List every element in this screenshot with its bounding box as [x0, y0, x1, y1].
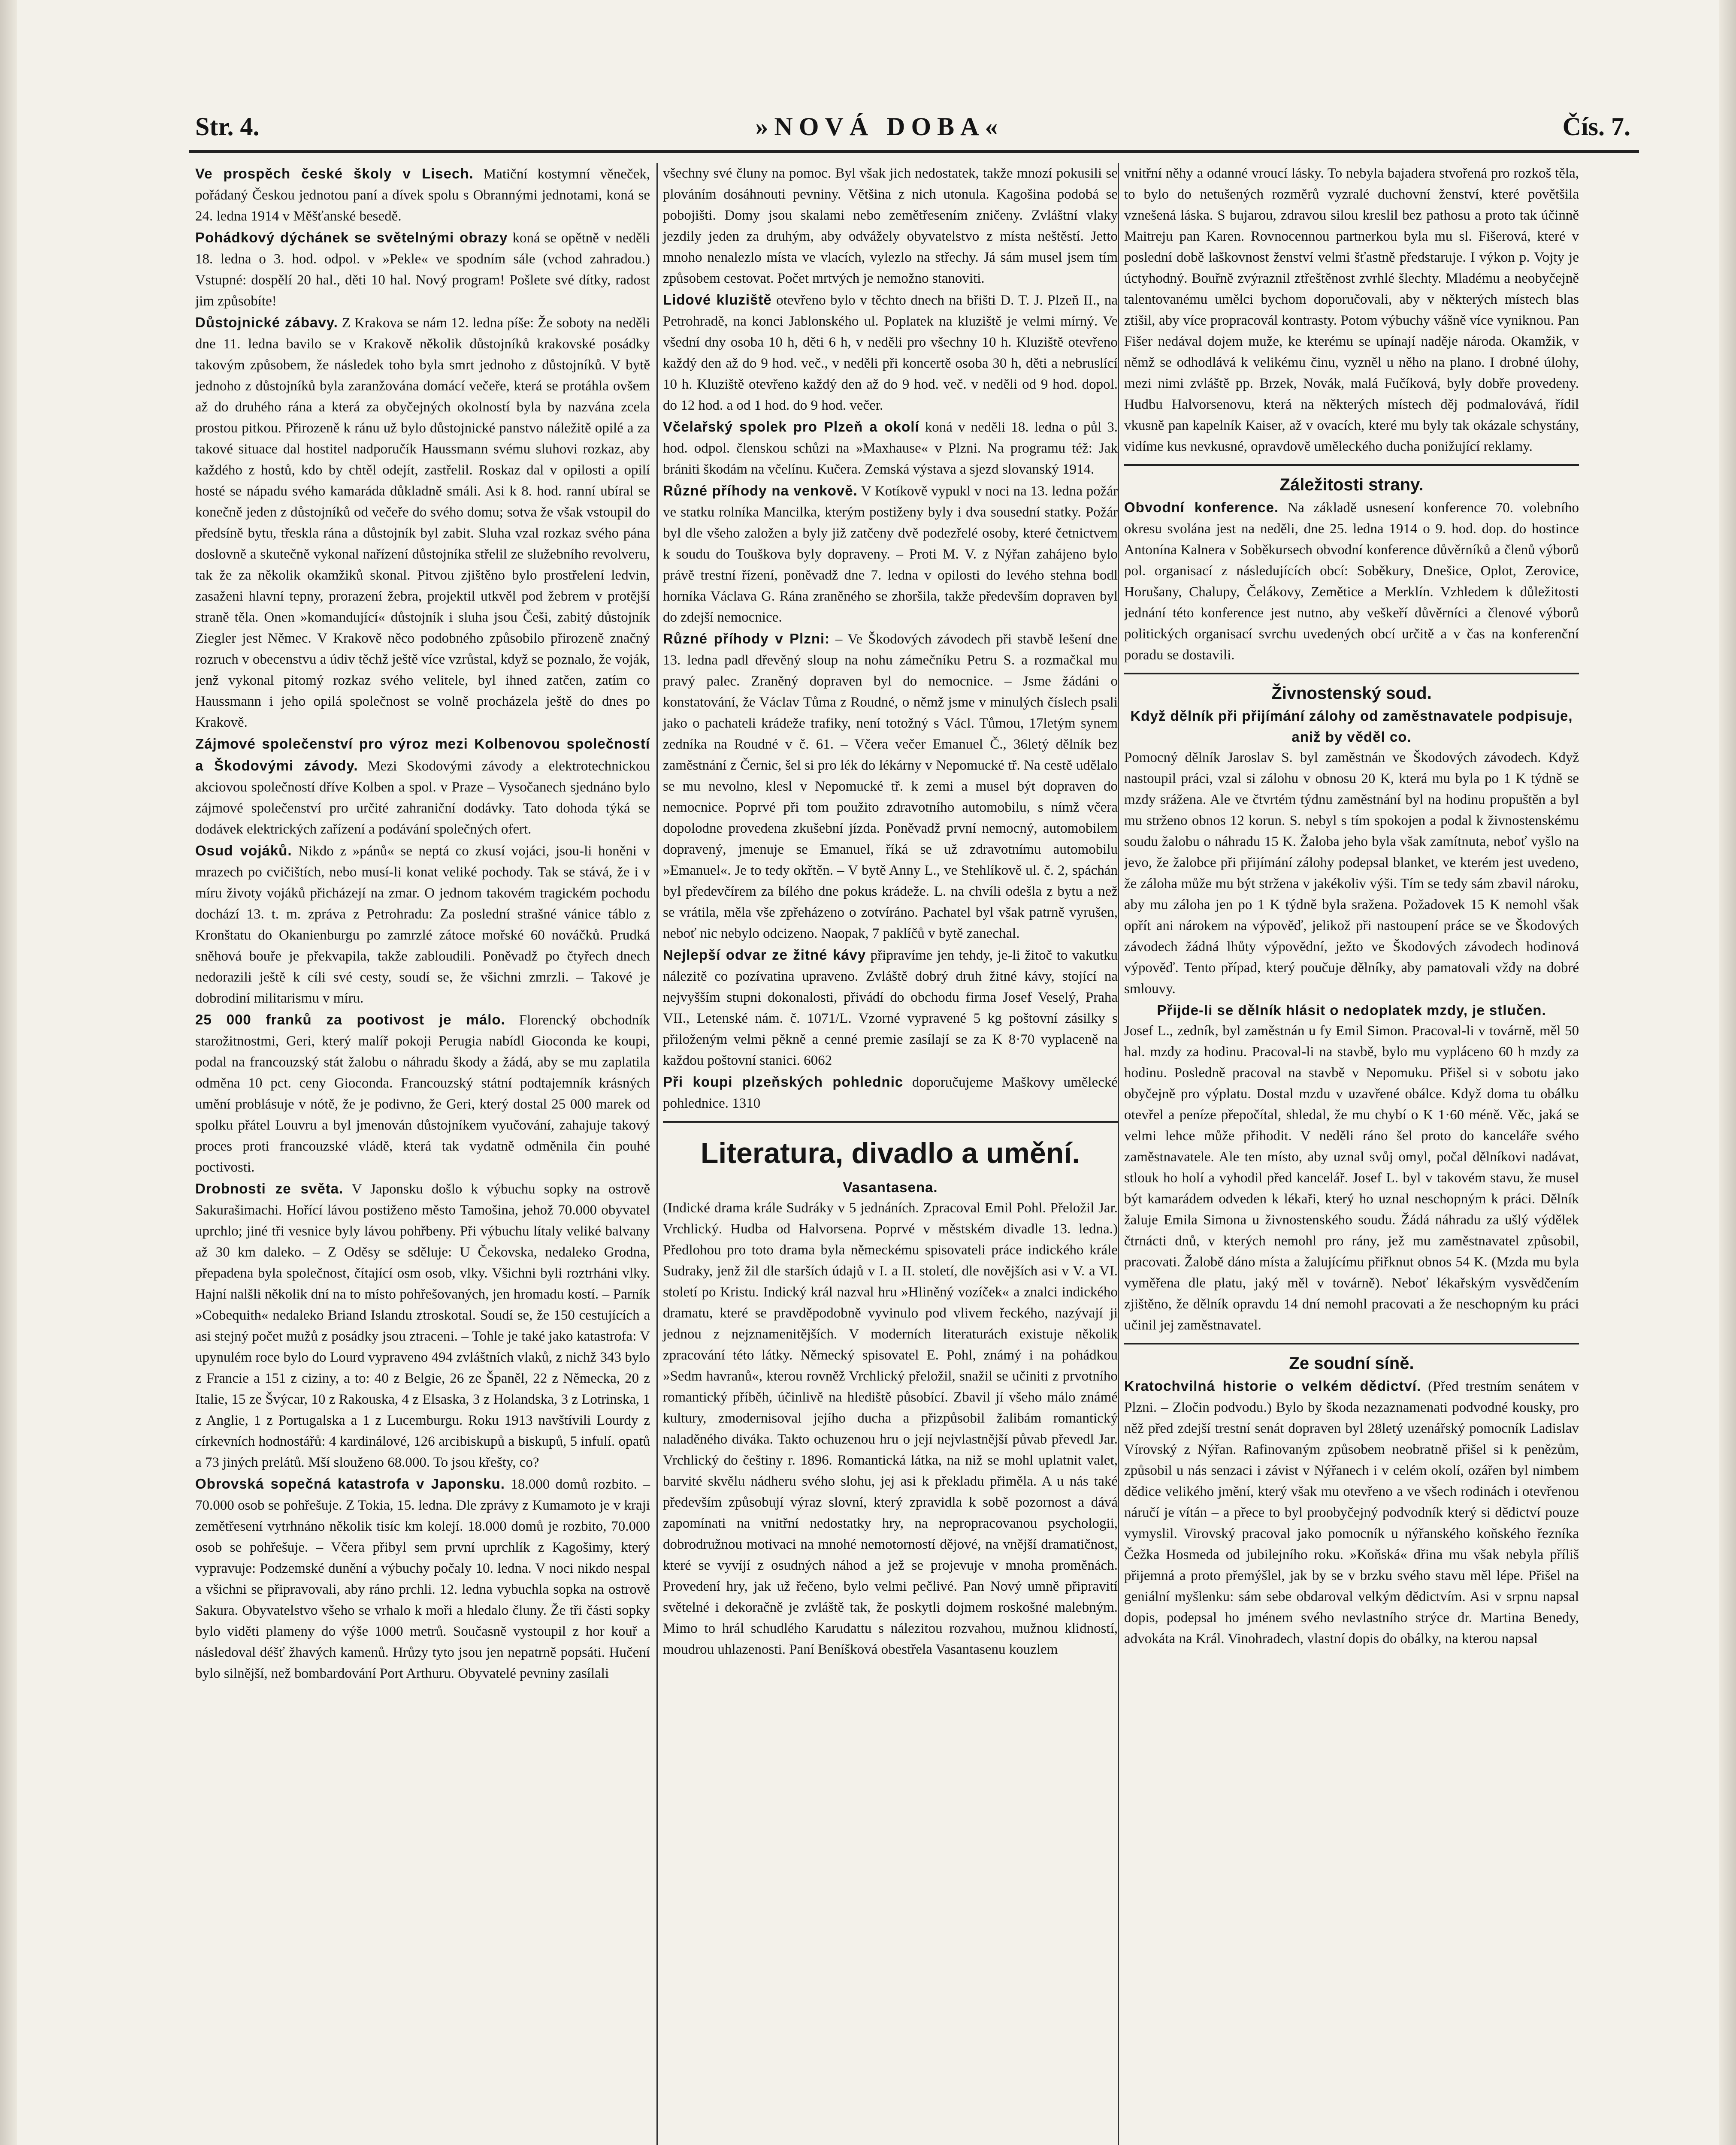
article-heading: Pohádkový dýchánek se světelnými obrazy [195, 230, 508, 245]
column-divider [1118, 163, 1119, 2145]
article-paragraph [195, 1009, 650, 1178]
article-heading: Vasantasena. [843, 1179, 938, 1195]
article-text: Josef L., zedník, byl zaměstnán u fy Emil Simon. Pracoval-li v továrně, měl 50 hal. mzdy za hodinu. Pracoval-li na stavbě, bylo mu vypláceno 60 h mzdy za hodinu. Posledně pracoval na stavbě v Nepomuku. Přišel si v sobotu jako obyčejně pro výplatu. Dostal mzdu v uzavřené obálce. Když doma tu obálku otevřel a peníze přepočítal, shledal, že mu chybí o K 1·60 méně. Věc, jaká se velmi lehce může přihodit. V neděli ráno šel proto do kanceláře svého zaměstnavatele. Ale ten místo, aby uznal svůj omyl, počal dělníkovi nadávat, stlouk ho holí a vyhodil před kancelář. Josef L. byl v takovém stavu, že musel být kamarádem odveden k lékaři, který ho uznal neschopným k práci. Dělník žaluje Emila Simona u živnostenského soudu. Žádá náhradu za ušlý výdělek čtrnácti dnů, v kterých nemohl pro rány, jež mu zaměstnavatel způsobil, pracovati. Žalobě dáno místa a žalujícímu přiřknut obnos 54 K. (Mzda mu byla vyměřena dle platu, jaký měl v továrně). Neboť lékařským vysvědčením zjištěno, že dělník opravdu 14 dní nemohl pracovati a že neschopným ku práci učinil jej zaměstnavatel. [1124, 1023, 1579, 1333]
article-text: (Před trestním senátem v Plzni. – Zločin podvodu.) Bylo by škoda nezaznamenati podvodné kousky, pro něž před zdejší trestní senát dopraven byl 28letý uzenářský pomocník Ladislav Vírovský z Nýřan. Rafinovaným způsobem neobratně přišel si k penězům, způsobil u nás senzaci i závist v Nýřanech i v celém okolí, ozářen byl nimbem dědice velikého jmění, který však mu otevřeno a ve všech rodinách i otevřenou náručí je vítán – a přece to byl proobyčejný podvodník který si dědictví pouze vymyslil. Virovský pracoval jako pomocník u nýřanského koňského řezníka Čežka Hosmeda od jubilejního roku. »Koňská« dřina mu však nebyla příliš přijemná a proto přemýšlel, jak by se v brzku svého stavu měl lépe. Přišel na geniální myšlenku: sám sebe obdaroval velkým dědictvím. Asi v srpnu napsal dopis, podepsal ho jménem svého nevlastního strýce dr. Martina Benedy, advokáta na Král. Vinohradech, vlastní dopis do obálky, na kterou napsal [1124, 1379, 1579, 1647]
section-title: Ze soudní síně. [1289, 1354, 1414, 1373]
article-paragraph [195, 227, 650, 312]
article-text: Nikdo z »pánů« se neptá co zkusí vojáci, jsou-li honěni v mrazech po cvičištích, nebo musí-li konat veliké pochody. Tak se stává, že i v míru životy vojáků přicházejí na zmar. O jednom takovém tragickém pochodu dochází 13. t. m. zpráva z Petrohradu: Za poslední strašné vánice táblo z Kronštatu do Okanienburgu po zamrzlé zátoce mořské 60 nováčků. Prudká sněhová bouře je překvapila, takže zabloudili. Poněvadž po čtyřech dnech nedorazili ještě k cíli své cesty, soudí se, že všichni zmrzli. – Takové je dobrodiní militarismu v míru. [195, 843, 650, 1006]
article-paragraph [1124, 1375, 1579, 1650]
article-paragraph [663, 1071, 1118, 1114]
article-heading: Zájmové společenství pro výroz mezi Kolbenovou společností a Škodovými závody. [195, 736, 650, 773]
article-heading: Různé příhody v Plzni: [663, 631, 830, 647]
column-divider [656, 163, 658, 2145]
article-heading: Drobnosti ze světa. [195, 1181, 344, 1196]
section-title: Literatura, divadlo a umění. [700, 1137, 1080, 1169]
section-rule [1124, 1343, 1579, 1344]
article-heading: Lidové kluziště [663, 292, 772, 308]
header-rule [189, 150, 1639, 153]
section-rule [1124, 464, 1579, 466]
article-heading: 25 000 franků za pootivost je málo. [195, 1012, 505, 1027]
article-text: doporučujeme Maškovy umělecké pohlednice. 1310 [663, 1075, 1118, 1111]
article-text: všechny své čluny na pomoc. Byl však jich nedostatek, takže mnozí pokusili se plováním dosáhnouti pevniny. Většina z nich utonula. Kagošina podobá se pobojišti. Domy jsou skalami nebo zemětřesením zničeny. Zvláštní vlaky jezdily jeden za druhým, aby odvážely obyvatelstvo z místa neštěstí. Jetto mnoho nenalezlo místa ve vlacích, vylezlo na střechy. Já sám musel jsem tím způsobem cestovat. Počet mrtvých je nemožno stanoviti. [663, 166, 1118, 286]
article-heading: Různé příhody na venkově. [663, 483, 858, 498]
article-text: koná se opětně v neděli 18. ledna o 3. hod. odpol. v »Pekle« ve spodním sále (vchod zahradou.) Vstupné: dospělí 20 hal., děti 10 hal. Nový program! Pošlete své dítky, radost jim způsobíte! [195, 230, 650, 309]
article-paragraph [195, 163, 650, 227]
article-heading: Obrovská sopečná katastrofa v Japonsku. [195, 1476, 505, 1492]
article-text: připravíme jen tehdy, je-li žitoč to vakutku nálezitě co pozívatina upraveno. Zvláště dobrý druh žitné kávy, stojící na nejvyšším stupni dokonalosti, přivádí do obchodu firma Josef Veselý, Praha VII., Letenské nám. č. 1071/L. Vzorné vypravené 5 kg poštovní zásilky s přiloženým velmi pěkně a cenné premie zasílají se za K 8·70 vyplaceně na každou poštovní stanici. 6062 [663, 948, 1118, 1068]
article-paragraph [1124, 1000, 1579, 1336]
article-paragraph [195, 1473, 650, 1684]
column-middle [663, 163, 1118, 2145]
article-paragraph [195, 312, 650, 733]
article-text: V Kotíkově vypukl v noci na 13. ledna požár ve statku rolníka Mancilka, kterým postiženy byly i dva sousední statky. Požár byl dle všeho založen a byly již zatčeny dvě podezřelé osoby, které četnictvem k soudu do Touškova byly dopraveny. – Proti M. V. z Nýřan zahájeno bylo právě trestní řízení, poněvadž dne 7. ledna v opilosti do levého stehna bodl horníka Václava G. Rána zraněného se zhoršila, takže především dopraven byl do zdejší nemocnice. [663, 483, 1118, 625]
article-heading: Nejlepší odvar ze žitné kávy [663, 947, 866, 963]
article-text: – Ve Škodových závodech při stavbě lešení dne 13. ledna padl dřevěný sloup na nohu zámečníku Petru S. a rozmačkal mu pravý palec. Zraněný dopraven byl do nemocnice. – Jsme žádáni o konstatování, že Václav Tůma z Roudné, o němž jsme v minulých číslech psali jako o pachateli krádeže trafiky, není totožný s Václ. Tůmou, 17letým synem zedníka na Roudné v č. 61. – Včera večer Emanuel Č., 36letý dělník bez zaměstnání z Černic, šel si pro lék do lékárny v Nepomucké tř. Na cestě udělalo se mu nevolno, klesl v Nepomucké tř. k zemi a musel být dopraven do nemocnice. Poprvé při tom použito zdravotního automobilu, s nímž včera dopolodne provedena zkušební jízda. Poněvadž první nemocný, automobilem dopravený, jmenuje se Emanuel, říká se už zdravotnímu automobilu »Emanuel«. Je to tedy okřtěn. – V bytě Anny L., ve Stehlíkově ul. č. 2, spáchán byl předevčírem za bílého dne pokus krádeže. L. na chvíli odešla z bytu a než se vrátila, měla vše zpřeházeno o zotvíráno. Pachatel byl však patrně vyrušen, neboť nic nebylo odcizeno. Naopak, 7 paklíčů v bytě zanechal. [663, 631, 1118, 941]
column-right [1124, 163, 1579, 2145]
article-paragraph [663, 1177, 1118, 1660]
article-paragraph [663, 163, 1118, 289]
article-heading: Osud vojáků. [195, 843, 292, 858]
article-paragraph [663, 289, 1118, 416]
section-rule [1124, 673, 1579, 674]
article-heading: Obvodní konference. [1124, 499, 1279, 515]
article-text: Na základě usnesení konference 70. volebního okresu svolána jest na neděli, dne 25. ledna 1914 o 9. hod. dop. do hostince Antonína Kalnera v Soběkursech obvodní konference důvěrníků a členů výborů pol. organisací z následujících obcí: Soběkury, Dnešice, Oplot, Zerovice, Horušany, Chalupy, Čelákovy, Zemětice a Merklín. Vzhledem k důležitosti jednání této konference jest nutno, aby veškeří důvěrníci a členové výborů politických organisací svrchu uvedených obcí určitě a v čas na konferenční poradu se dostavili. [1124, 500, 1579, 663]
section-rule [663, 1121, 1118, 1123]
column-left [195, 163, 650, 2145]
article-paragraph [1124, 705, 1579, 1000]
article-text: Pomocný dělník Jaroslav S. byl zaměstnán ve Škodových závodech. Když nastoupil práci, vzal si zálohu v obnosu 20 K, která mu byla po 1 K týdně se mzdy srážena. Ale ve čtvrtém týdnu zaměstnání byl na hodinu propuštěn a byl mu strženo obnos 12 korun. S. nebyl s tím spokojen a podal k živnostenskému soudu žalobu o náhradu 15 K. Žaloba jeho byla však zamítnuta, neboť vyšlo na jevo, že žalobce při přijímání zálohy podepsal blanket, ve kterém jest uvedeno, že záloha může mu být stržena v jakékoliv výši. Tím se tedy sám zbavil nároku, aby mu záloha jen po 1 K týdně byla sražena. Požadovek 15 K nemohl však opřít ani nárokem na výpověď, jelikož při nastoupení práce se ve Škodových závodech žádná lhůty výpovědní, ježto ve Škodových závodech hodinová výpověď. Tento případ, který poučuje dělníky, aby pamatovali vždy na dobré smlouvy. [1124, 750, 1579, 997]
article-heading: Důstojnické zábavy. [195, 314, 338, 330]
article-paragraph [195, 840, 650, 1009]
article-text: Matiční kostymní věneček, pořádaný Českou jednotou paní a dívek spolu s Obrannými jednotami, koná se 24. ledna 1914 v Měšťanské besedě. [195, 166, 650, 224]
article-text: vnitřní něhy a odanné vroucí lásky. To nebyla bajadera stvořená pro rozkoš těla, to bylo do netušených rozměrů vyzralé duchovní ženství, které povětšila vznešená láska. S bujarou, zdravou silou kreslil bez pathosu a proto tak účinně Maitreju pan Karen. Rovnocennou partnerkou byla mu sl. Fišerová, které v poslední době laškovnost ženství velmi šťastně předstaruje. I výkon p. Vojty je úctyhodný. Bouřně zvýraznil ztřeštěnost zvrhlé šlechty. Mladému a neobyčejně talentovanému umělci bychom doporučovali, aby v některých místech blas ztišil, aby více propracovál kontrasty. Potom výbuchy vášně více vyniknou. Pan Fišer nedával dojem muže, ke kterému se upínají naděje národa. Okamžik, v němž se odhodlává k velikému činu, vyzněl u něho na plano. I drobné úlohy, mezi nimi zvláště pp. Brzek, Novák, malá Fučíková, byly dobře provedeny. Hudbu Halvorsenovu, která na některých místech děj podmalovává, řídil vkusně pan kapelník Kaiser, až v ovacích, které mu byly tak okázale schystány, vidíme kus nevkusné, opravdově uměleckého ducha ponižující reklamy. [1124, 166, 1579, 454]
article-text: koná v neděli 18. ledna o půl 3. hod. odpol. členskou schůzi na »Maxhause« v Plzni. Na programu též: Jak brániti škodám na včelínu. Kučera. Zemská výstava a sjezd slovanský 1914. [663, 420, 1118, 477]
section-title: Záležitosti strany. [1279, 475, 1424, 494]
issue-number: Čís. 7. [1562, 112, 1630, 141]
article-paragraph [1124, 163, 1579, 457]
right-page-edge [1719, 0, 1736, 2145]
article-text: (Indické drama krále Sudráky v 5 jednáních. Zpracoval Emil Pohl. Přeložil Jar. Vrchlický. Hudba od Halvorsena. Poprvé v městském divadle 13. ledna.) Předlohou pro toto drama byla německému spisovateli práce indického krále Sudraky, jenž žil dle starších údajů v I. a II. století, dle novějších asi v V. a VI. století po Kristu. Indický král nazval hru »Hliněný vozíček« a znalci indického dramatu, které se pravděpodobně vyvinulo pod vlivem řeckého, nazývají ji jednou z nejznamenitějších. V moderních literaturách existuje několik zpracování této látky. Německý spisovatel E. Pohl, známý i na pohádkou »Sedm havranů«, kterou rovněž Vrchlický přeložil, snažil se učiniti z prvotního romantický příběh, účinlivě na hlediště působící. Zbavil jí všeho málo známé kultury, zmodernisoval jejího ducha a přizpůsobil žalibám romantický naladěného diváka. Takto ochuzenou hru o její nejvlastnější půvab převedl Jar. Vrchlický do češtiny r. 1896. Romantická látka, na niž se mohl uplatnit valet, barvité skvělu nádheru svého slohu, jej asi k překladu přiměla. A u nás také především způsobují výraz slovní, který zpravidla k sobě pozornost a dává zapomínati na vnitřní nedostatky hry, na nepropracovanou psychologii, dobrodružnou motivaci na mnohé nemotorností dějové, na vnější dramatičnost, které se vyvíjí z osudných náhod a jež se projevuje v mnoha proměnách. Provedení hry, jak už řečeno, bylo velmi pečlivé. Pan Nový umně připravití světelné i dekoračně je zvláště tak, že poskytli dojmem roskošné malebným. Mimo to hrál schudlého Karudattu s nálezitou rozvahou, mužnou klidností, moudrou uhlazenosti. Paní Beníšková obestřela Vasantasenu kouzlem [663, 1200, 1118, 1657]
article-heading: Při koupi plzeňských pohlednic [663, 1074, 904, 1090]
article-heading: Kratochvilná historie o velkém dědictví. [1124, 1378, 1421, 1394]
article-paragraph [195, 733, 650, 840]
article-paragraph [663, 628, 1118, 944]
masthead-title: »NOVÁ DOBA« [755, 112, 1004, 141]
article-paragraph [663, 944, 1118, 1071]
article-text: Mezi Skodovými závody a elektrotechnickou akciovou společností dříve Kolben a spol. v Praze – Vysočanech sjednáno bylo zájmové společenství pro určité zahraniční dodávky. Tato dohoda týká se dodávek elektrických zařízení a podávání společných ofert. [195, 758, 650, 837]
article-heading: Ve prospěch české školy v Lisech. [195, 166, 474, 181]
page-number: Str. 4. [195, 112, 260, 141]
article-text: V Japonsku došlo k výbuchu sopky na ostrově Sakurašimachi. Hořící lávou postiženo město Tamošina, jehož 70.000 obyvatel uprchlo; jiné tři vesnice byly lávou pohřbeny. Při výbuchu lítaly veliké balvany až 30 km daleko. – Z Oděsy se sděluje: U Čekovska, nedaleko Grodna, přepadena byla společnost, čítající osm osob, vlky. Všichni byli roztrháni vlky. Hajní nalšli několik dní na to místo pohřešovaných, jen hromadu kostí. – Parník »Cobequith« nedaleko Briand Islandu ztroskotal. Soudí se, že 150 cestujících a asi stejný počet mužů z posádky jsou ztraceni. – Tohle je také jako katastrofa: V upynulém roce bylo do Lourd vypraveno 494 zvláštních vlaků, z nichž 343 bylo z Francie a 151 z ciziny, a to: 40 z Belgie, 26 ze Španěl, 22 z Německa, 20 z Italie, 15 ze Švýcar, 10 z Rakouska, 4 z Elsaska, 3 z Holandska, 3 z Lotrinska, 1 z Anglie, 1 z Portugalska a 1 z Lucemburgu. Roku 1913 navštívili Lourdy z církevních hodnostářů: 4 kardinálové, 126 arcibiskupů a biskupů, 5 infulí. opatů a 73 jiných prelátů. Mší slouženo 68.000. To jsou křešty, co? [195, 1181, 650, 1470]
left-page-edge [0, 0, 17, 2145]
article-paragraph [195, 1178, 650, 1473]
article-heading: Když dělník při přijímání zálohy od zaměstnavatele podpisuje, aniž by věděl co. [1130, 708, 1573, 745]
article-text: Florencký obchodník starožitnostmi, Geri, který malíř pokoji Perugia nabídl Gioconda ke koupi, podal na francouzský stát žalobu o náhradu škody a žádá, aby se mu zaplatila odměna 10 pct. ceny Gioconda. Francouzský státní podtajemník krásných umění problásuje v nótě, že je podivno, že Geri, který dostal 25 000 marek od spolku přátel Louvru a byl jmenován důstojníkem vyučování, zahajuje takový proces proti francouzské vládě, která tak vydatně odměnila čin pouhé poctivosti. [195, 1012, 650, 1175]
article-text: Z Krakova se nám 12. ledna píše: Že soboty na neděli dne 11. ledna bavilo se v Krakově několik důstojníků krakovské posádky takovým způsobem, že následek toho byla smrt jednoho z důstojníků. V bytě jednoho z důstojníků byla zaranžována domácí večeře, která se protáhla ovšem až do druhého rána a která za obyčejných okolností byla by nazvána zcela prostou pitkou. Přirozeně k ránu už bylo důstojnické panstvo náležitě opilé a za takové situace dal hostitel nadporučík Haussmann svému sluhovi rozkaz, aby každého z hostů, kdo by chtěl odejít, zastřelil. Roskaz dal v opilosti a opilí hosté se nápadu svého kamaráda důkladně smáli. Asi k 8. hod. ranní ubíral se konečně jeden z důstojníků od večeře do svého domu; sotva že však vstoupil do předsíně bytu, třeskla rána a důstojník byl zabit. Sluha vzal rozkaz svého pána doslovně a skutečně vykonal nařízení důstojníka střelil ze služebního revolveru, tak že za několik okamžiků skonal. Pitvou zjištěno bylo prostřelení ledvin, zasaženi hlavní tepny, prorazení žebra, projektil utkvěl pod žebrem v protější straně těla. Onen »komandující« důstojník i sluha jsou Češi, zabitý důstojník Ziegler jest Němec. V Krakově něco podobného způsobilo přirozeně značný rozruch v obecenstvu a údiv těchž ještě více vzrůstal, když se poznalo, že voják, jenž vykonal pitomý rozkaz svého velitele, byl ihned zatčen, zatím co Haussmann i jeho opilá společnost se volně procházela ještě do dnes po Krakově. [195, 315, 650, 730]
article-paragraph [663, 416, 1118, 480]
article-text: otevřeno bylo v těchto dnech na břišti D. T. J. Plzeň II., na Petrohradě, na konci Jablonského ul. Poplatek na kluziště je velmi mírný. Ve všední dny osoba 10 h, děti 6 h, v neděli pro všechny 10 h. Kluziště otevřeno každý den až do 9 hod. več., v neděli při koncertě osoba 30 h, děti a nebruslící 10 h. Kluziště otevřeno každý den až do 9 hod. več. v neděli od 9 hod. dopol. do 12 hod. a od 1 hod. do 9 hod. večer. [663, 293, 1118, 413]
section-title: Živnostenský soud. [1271, 684, 1432, 703]
article-heading: Přijde-li se dělník hlásit o nedoplatek mzdy, je stlučen. [1157, 1002, 1546, 1018]
article-paragraph [663, 480, 1118, 628]
article-heading: Včelařský spolek pro Plzeň a okolí [663, 419, 919, 435]
article-text: 18.000 domů rozbito. – 70.000 osob se pohřešuje. Z Tokia, 15. ledna. Dle zprávy z Kumamoto je v kraji zemětřesení vytrhnáno několik tisíc km kolejí. 18.000 domů je rozbito, 70.000 osob se pohřešuje. – Včera přibyl sem první uprchlík z Kagošimy, který vypravuje: Podzemské dunění a výbuchy počaly 10. ledna. V noci nikdo nespal a všichni se připravovali, aby ráno prchli. 12. ledna vybuchla sopka na ostrově Sakura. Obyvatelstvo všeho se vrhalo k moři a hledalo čluny. Že tři části sopky bylo viděti plameny do výše 1000 metrů. Současně vystoupil z hor kouř a následoval déšť žhavých kamenů. Hrůzy tyto jsou jen nepatrně popsáti. Hučení bylo silnější, než bombardování Port Arthuru. Obyvatelé pevniny zasílali [195, 1477, 650, 1681]
article-paragraph [1124, 497, 1579, 666]
